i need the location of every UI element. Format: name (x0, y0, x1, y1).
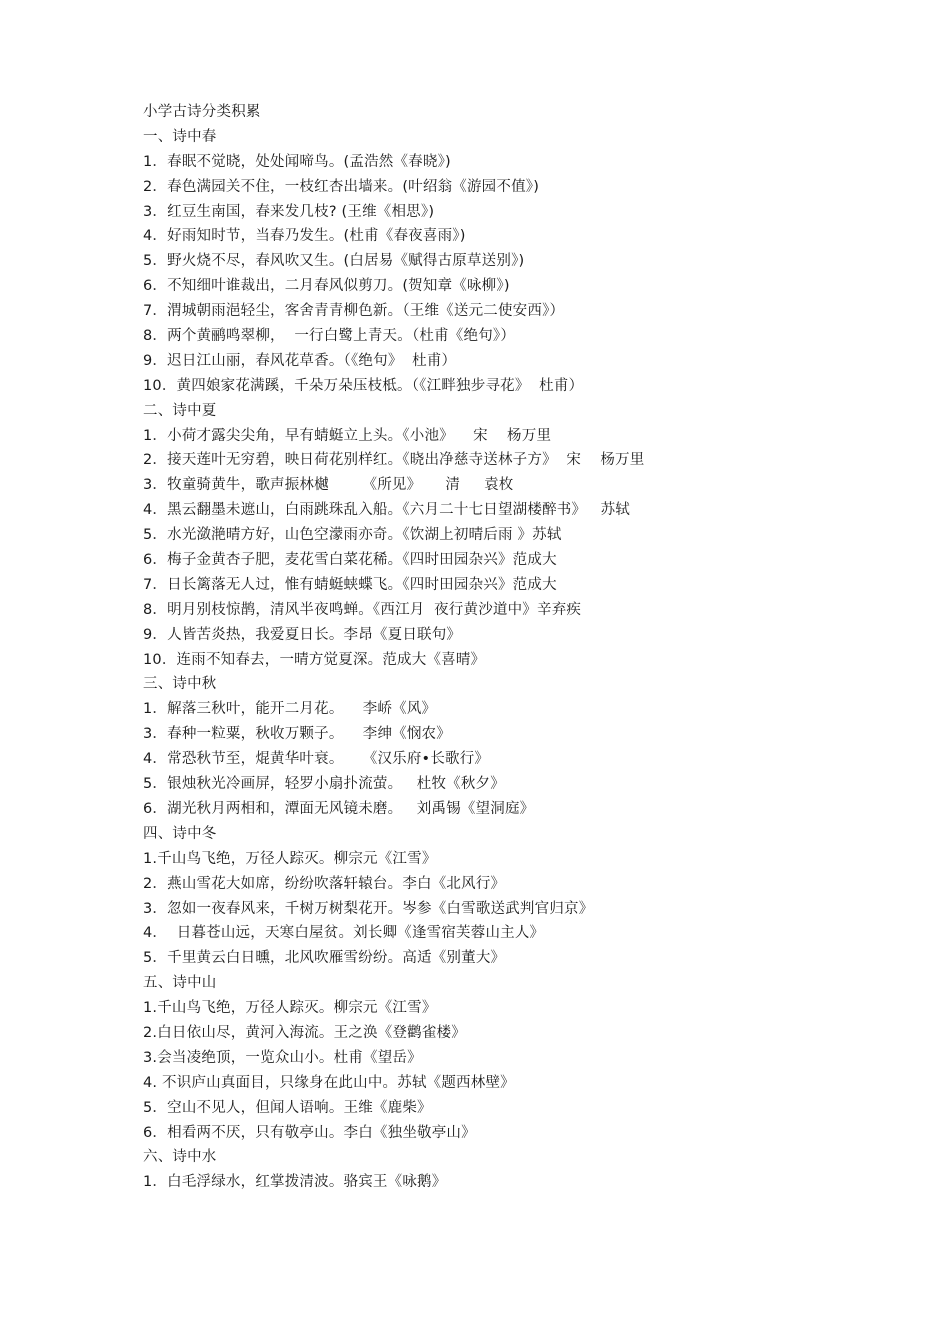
poem-line: 5．水光潋滟晴方好，山色空濛雨亦奇。《饮湖上初晴后雨 》苏轼 (143, 527, 562, 544)
poem-line: 6．湖光秋月两相和，潭面无风镜未磨。 刘禹锡《望洞庭》 (143, 800, 535, 817)
section-heading: 二、诗中夏 (143, 402, 217, 419)
poem-line: 4．常恐秋节至，焜黄华叶衰。 《汉乐府•长歌行》 (143, 751, 490, 768)
poem-line: 1．解落三秋叶，能开二月花。 李峤《风》 (143, 701, 437, 718)
poem-line: 8．两个黄鹂鸣翠柳， 一行白鹭上青天。（杜甫《绝句》） (143, 328, 516, 345)
poem-line: 2．春色满园关不住，一枝红杏出墙来。(叶绍翁《游园不值》) (143, 178, 540, 195)
poem-line: 8．明月别枝惊鹊，清风半夜鸣蝉。《西江月 夜行黄沙道中》辛弃疾 (143, 601, 582, 618)
section-heading: 四、诗中冬 (143, 825, 217, 842)
poem-line: 1.千山鸟飞绝，万径人踪灭。柳宗元《江雪》 (143, 1000, 437, 1017)
poem-line: 1.千山鸟飞绝，万径人踪灭。柳宗元《江雪》 (143, 850, 437, 867)
poem-line: 1．小荷才露尖尖角，早有蜻蜓立上头。《小池》 宋 杨万里 (143, 427, 552, 444)
poem-line: 3．忽如一夜春风来，千树万树梨花开。岑参《白雪歌送武判官归京》 (143, 900, 594, 917)
poem-line: 5．野火烧不尽，春风吹又生。(白居易《赋得古原草送别》) (143, 253, 525, 270)
poem-line: 2.白日依山尽，黄河入海流。王之涣《登鹳雀楼》 (143, 1024, 466, 1041)
poem-line: 6．相看两不厌，只有敬亭山。李白《独坐敬亭山》 (143, 1124, 476, 1141)
section-heading: 五、诗中山 (143, 975, 217, 992)
poem-line: 2．接天莲叶无穷碧，映日荷花别样红。《晓出净慈寺送林子方》 宋 杨万里 (143, 452, 645, 469)
poem-line: 1．春眠不觉晓，处处闻啼鸟。(孟浩然《春晓》) (143, 153, 451, 170)
poem-line: 7．日长篱落无人过，惟有蜻蜓蛱蝶飞。《四时田园杂兴》范成大 (143, 576, 557, 593)
section-heading: 三、诗中秋 (143, 676, 217, 693)
poem-line: 4．好雨知时节，当春乃发生。(杜甫《春夜喜雨》) (143, 228, 466, 245)
poem-line: 5．空山不见人，但闻人语响。王维《鹿柴》 (143, 1099, 432, 1116)
poem-line: 5．银烛秋光冷画屏，轻罗小扇扑流萤。 杜牧《秋夕》 (143, 776, 505, 793)
poem-line: 7．渭城朝雨浥轻尘，客舍青青柳色新。（王维《送元二使安西》） (143, 303, 565, 320)
poem-line: 9．人皆苦炎热，我爱夏日长。李昂《夏日联句》 (143, 626, 462, 643)
poem-line: 4. 不识庐山真面目，只缘身在此山中。苏轼《题西林壁》 (143, 1074, 515, 1091)
document-title: 小学古诗分类积累 (143, 104, 261, 120)
poem-line: 3.会当凌绝顶，一览众山小。杜甫《望岳》 (143, 1049, 422, 1066)
poem-line: 1．白毛浮绿水，红掌拨清波。骆宾王《咏鹅》 (143, 1174, 447, 1191)
poem-line: 9．迟日江山丽，春风花草香。（《绝句》 杜甫） (143, 352, 457, 369)
poem-line: 4．黑云翻墨未遮山，白雨跳珠乱入船。《六月二十七日望湖楼醉书》 苏轼 (143, 502, 630, 519)
poem-line: 3．牧童骑黄牛，歌声振林樾 《所见》 清 袁枚 (143, 477, 514, 494)
poem-line: 10．黄四娘家花满蹊，千朵万朵压枝柢。（《江畔独步寻花》 杜甫） (143, 377, 584, 394)
poem-line: 5．千里黄云白日曛，北风吹雁雪纷纷。高适《别董大》 (143, 950, 506, 967)
poem-line: 10．连雨不知春去，一晴方觉夏深。范成大《喜晴》 (143, 651, 486, 668)
poem-line: 4． 日暮苍山远，天寒白屋贫。刘长卿《逢雪宿芙蓉山主人》 (143, 925, 545, 942)
section-heading: 六、诗中水 (143, 1149, 217, 1166)
poem-line: 6．梅子金黄杏子肥，麦花雪白菜花稀。《四时田园杂兴》范成大 (143, 552, 557, 569)
section-heading: 一、诗中春 (143, 128, 217, 145)
poem-line: 3．春种一粒粟，秋收万颗子。 李绅《悯农》 (143, 726, 451, 743)
poem-line: 2．燕山雪花大如席，纷纷吹落轩辕台。李白《北风行》 (143, 875, 506, 892)
poem-line: 3．红豆生南国，春来发几枝? (王维《相思》) (143, 203, 435, 220)
document-body (143, 100, 903, 1195)
poem-line: 6．不知细叶谁裁出，二月春风似剪刀。(贺知章《咏柳》) (143, 278, 510, 295)
